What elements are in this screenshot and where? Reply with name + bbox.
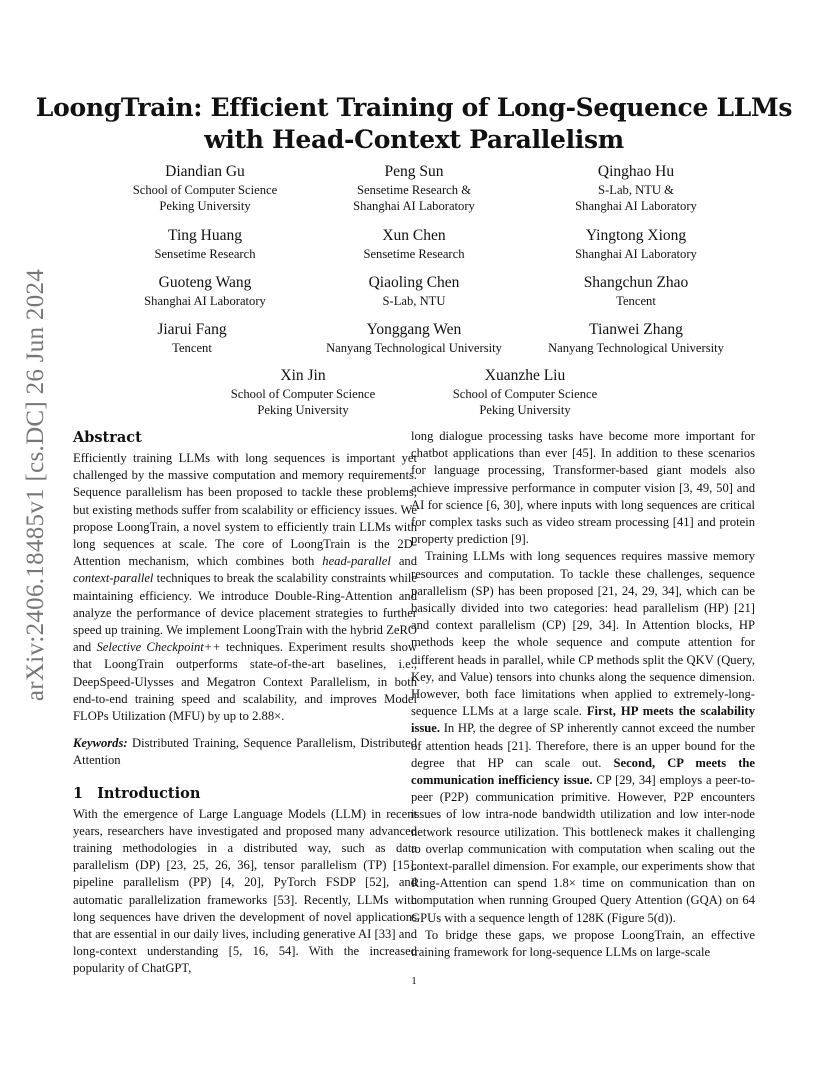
abstract-text: techniques. Experiment results show that LoongTrain outperforms state-of-the-art baselines, i.e., DeepSpeed-Ulysses and Megatron Context Parallelism, in both end-to-end training speed and scalability, and improves Model FLOPs Utilization (MFU) by up to 2.88×. bbox=[73, 640, 417, 724]
author-affiliation: Shanghai AI Laboratory bbox=[144, 294, 266, 308]
author-affiliation: Tencent bbox=[616, 294, 656, 308]
author-block bbox=[173, 366, 433, 418]
author-name: Ting Huang bbox=[168, 227, 242, 244]
body-paragraph bbox=[411, 548, 755, 926]
author-name: Yingtong Xiong bbox=[585, 227, 687, 244]
body-text: CP [29, 34] employs a peer-to-peer (P2P) communication primitive. However, P2P encounters issues of low intra-node bandwidth utilization and low inter-node network resource utilization. This bottleneck makes it challenging to overlap communication with computation when scaling out the context-parallel dimension. For example, our experiments show that Ring-Attention can spend 1.8× time on communication than on computation when running Grouped Query Attention (GQA) on 64 GPUs with a sequence length of 128K (Figure 5(d)). bbox=[411, 773, 755, 925]
author-block bbox=[62, 320, 322, 356]
author-block bbox=[284, 273, 544, 309]
author-block bbox=[284, 226, 544, 262]
author-name: Diandian Gu bbox=[165, 163, 245, 180]
author-name: Peng Sun bbox=[384, 163, 444, 180]
paper-title bbox=[0, 92, 828, 156]
abstract-text: and bbox=[390, 554, 417, 569]
arxiv-id-text: arXiv:2406.18485v1 [cs.DC] 26 Jun 2024 bbox=[22, 268, 49, 702]
author-affiliation: Tencent bbox=[172, 341, 212, 355]
body-bold: First, HP meets the scalability issue. bbox=[411, 704, 755, 736]
author-affiliation: School of Computer Science bbox=[452, 387, 598, 401]
author-affiliation: Sensetime Research & bbox=[356, 183, 471, 197]
author-block bbox=[506, 273, 766, 309]
author-block bbox=[506, 162, 766, 214]
author-name: Xin Jin bbox=[280, 367, 326, 384]
author-name: Shangchun Zhao bbox=[583, 274, 689, 291]
body-text: In HP, the degree of SP inherently cannot exceed the number of attention heads [21]. Therefore, there is an upper bound for the degree that HP can scale out. bbox=[411, 721, 755, 770]
author-affiliation: Shanghai AI Laboratory bbox=[575, 247, 697, 261]
author-block bbox=[284, 320, 544, 356]
author-name: Qiaoling Chen bbox=[368, 274, 460, 291]
author-block bbox=[395, 366, 655, 418]
author-affiliation: School of Computer Science bbox=[230, 387, 376, 401]
author-block bbox=[506, 226, 766, 262]
author-affiliation: Sensetime Research bbox=[363, 247, 465, 261]
author-name: Tianwei Zhang bbox=[589, 321, 683, 338]
abstract-paragraph bbox=[73, 450, 417, 725]
right-column bbox=[411, 428, 755, 961]
author-affiliation: Sensetime Research bbox=[154, 247, 256, 261]
author-name: Jiarui Fang bbox=[157, 321, 227, 338]
author-affiliation: S-Lab, NTU & bbox=[598, 183, 674, 197]
author-affiliation: Shanghai AI Laboratory bbox=[353, 199, 475, 213]
page-number: 1 bbox=[411, 975, 417, 987]
section-heading bbox=[73, 784, 417, 804]
author-affiliation: S-Lab, NTU bbox=[382, 294, 446, 308]
author-block bbox=[506, 320, 766, 356]
arxiv-watermark bbox=[16, 268, 56, 702]
author-block bbox=[284, 162, 544, 214]
author-affiliation: Peking University bbox=[159, 199, 251, 213]
body-bold: Second, CP meets the communication inefficiency issue. bbox=[411, 755, 755, 788]
author-affiliation: Nanyang Technological University bbox=[326, 341, 502, 355]
section-number: 1 bbox=[73, 784, 84, 802]
author-affiliation: Shanghai AI Laboratory bbox=[575, 199, 697, 213]
keywords-text: Distributed Training, Sequence Parallelism, Distributed Attention bbox=[73, 736, 417, 768]
body-paragraph: To bridge these gaps, we propose LoongTrain, an effective training framework for long-sequence LLMs on large-scale bbox=[411, 927, 755, 960]
author-name: Xuanzhe Liu bbox=[484, 367, 566, 384]
abstract-emphasis: context-parallel bbox=[73, 571, 154, 586]
abstract-emphasis: Selective Checkpoint++ bbox=[96, 640, 221, 655]
author-name: Yonggang Wen bbox=[366, 321, 462, 338]
abstract-text: Efficiently training LLMs with long sequences is important yet challenged by the massive computation and memory requirements. Sequence parallelism has been proposed to tackle these problems, but existing methods suffer from scalability or efficiency issues. We propose LoongTrain, a novel system to efficiently train LLMs with long sequences at scale. The core of LoongTrain is the 2D-Attention mechanism, which combines both bbox=[73, 451, 417, 569]
author-name: Qinghao Hu bbox=[597, 163, 675, 180]
author-name: Xun Chen bbox=[382, 227, 446, 244]
abstract-text: techniques to break the scalability constraints while maintaining efficiency. We introduce Double-Ring-Attention and analyze the performance of device placement strategies to further speed up training. We implement LoongTrain with the hybrid ZeRO and bbox=[73, 571, 417, 655]
author-name: Guoteng Wang bbox=[158, 274, 252, 291]
author-affiliation: School of Computer Science bbox=[132, 183, 278, 197]
body-paragraph: long dialogue processing tasks have become more important for chatbot applications than ever [45]. In addition to these scenarios for language processing, Transformer-based giant models also achieve impressive performance in computer vision [3, 49, 50] and AI for science [6, 30], where inputs with long sequences are critical for complex tasks such as video stream processing [41] and protein property prediction [9]. bbox=[411, 429, 755, 547]
author-affiliation: Nanyang Technological University bbox=[548, 341, 724, 355]
title-line-1: LoongTrain: Efficient Training of Long-Sequence LLMs bbox=[35, 93, 793, 122]
title-line-2: with Head-Context Parallelism bbox=[204, 125, 624, 154]
body-text: Training LLMs with long sequences requires massive memory resources and computation. To tackle these challenges, sequence parallelism (SP) has been proposed [21, 24, 29, 34], which can be basically divided into two categories: head parallelism (HP) [21] and context parallelism (CP) [29, 34]. In Attention blocks, HP methods keep the whole sequence and compute attention for different heads in parallel, while CP methods split the QKV (Query, Key, and Value) tensors into chunks along the sequence dimension. However, both face limitations when applied to extremely-long-sequence LLMs at a large scale. bbox=[411, 549, 755, 719]
author-affiliation: Peking University bbox=[257, 403, 349, 417]
section-title: Introduction bbox=[97, 784, 201, 802]
keywords-label: Keywords: bbox=[73, 736, 128, 751]
abstract-emphasis: head-parallel bbox=[322, 554, 391, 569]
abstract-heading: Abstract bbox=[73, 429, 142, 446]
author-affiliation: Peking University bbox=[479, 403, 571, 417]
keywords bbox=[73, 735, 417, 769]
intro-paragraph: With the emergence of Large Language Models (LLM) in recent years, researchers have investigated and proposed many advanced training methodologies in a distributed way, such as data parallelism (DP) [23, 25, 26, 36], tensor parallelism (TP) [15], pipeline parallelism (PP) [4, 20], PyTorch FSDP [52], and automatic parallelization frameworks [53]. Recently, LLMs with long sequences have driven the development of novel applications that are essential in our daily lives, including generative AI [33] and long-context understanding [5, 16, 54]. With the increased popularity of ChatGPT, bbox=[73, 806, 417, 976]
left-column bbox=[73, 428, 417, 978]
